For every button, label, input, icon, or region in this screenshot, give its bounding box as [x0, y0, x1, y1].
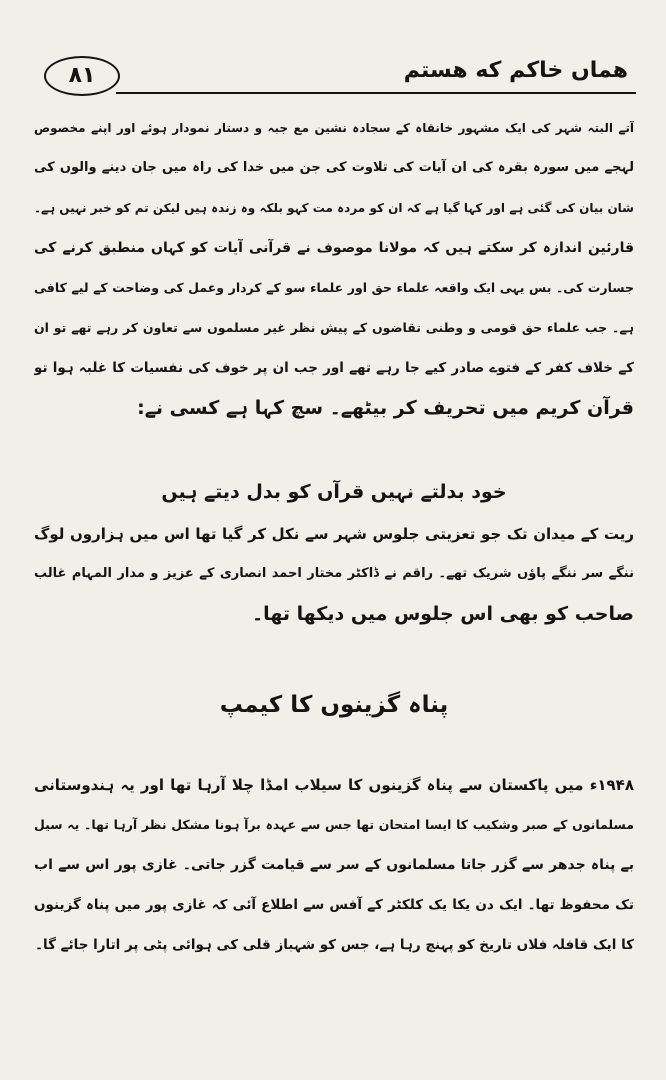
text-line: قرآن کریم میں تحریف کر بیٹھے۔ سچ کہا ہے کسی نے: [137, 397, 634, 419]
text-line: جسارت کی۔ بس یہی ایک واقعہ علماء حق اور علماء سو کے کردار وعمل کی وضاحت کے لیے کافی [34, 280, 634, 295]
text-line: آتے البتہ شہر کی ایک مشہور خانقاہ کے سجادہ نشین مع جبہ و دستار نمودار ہوئے اور اپنے مخصوص [34, 121, 634, 135]
text-line: شان بیان کی گئی ہے اور کہا گیا ہے کہ ان کو مردہ مت کہو بلکہ وہ زندہ ہیں لیکن تم کو خبر نہیں ہے۔ [34, 201, 634, 215]
text-line: صاحب کو بھی اس جلوس میں دیکھا تھا۔ [252, 603, 634, 625]
text-line: کا ایک قافلہ فلاں تاریخ کو پہنچ رہا ہے، جس کو شہباز قلی کی ہوائی پٹی پر اتارا جائے گا۔ [35, 937, 634, 953]
header-rule [116, 92, 636, 94]
text-line: ہے۔ جب علماء حق قومی و وطنی تقاضوں کے پیش نظر غیر مسلموں سے تعاون کر رہے تھے تو ان [34, 320, 634, 335]
paragraph-bottom [34, 765, 634, 965]
page-number: ۸۱ [44, 56, 120, 96]
section-heading: پناہ گزینوں کا کیمپ [219, 692, 449, 718]
text-line: بے پناہ جدھر سے گزر جاتا مسلمانوں کے سر سے قیامت گزر جاتی۔ غازی پور اس سے اب [34, 857, 634, 873]
text-line: کے خلاف کفر کے فتوے صادر کیے جا رہے تھے اور جب ان پر خوف کی نفسیات کا غلبہ ہوا تو [34, 360, 634, 376]
running-header [30, 52, 636, 100]
text-line: ننگے سر ننگے پاؤں شریک تھے۔ راقم نے ڈاکٹر مختار احمد انصاری کے عزیز و مدار المہام غالب [34, 566, 634, 581]
text-line: ۱۹۴۸ء میں پاکستان سے پناہ گزینوں کا سیلاب امڈا چلا آرہا تھا اور یہ ہندوستانی [34, 776, 634, 794]
text-line: قارئین اندازہ کر سکتے ہیں کہ مولانا موصوف نے قرآنی آیات کو کہاں منطبق کرنے کی [34, 240, 634, 256]
text-line: تک محفوظ تھا۔ ایک دن یکا یک کلکٹر کے آفس سے اطلاع آئی کہ غازی پور میں پناہ گزینوں [34, 897, 634, 913]
text-line: مسلمانوں کے صبر وشکیب کا ایسا امتحان تھا جس سے عہدہ برآ ہونا مشکل نظر آرہا تھا۔ یہ سیل [34, 817, 634, 832]
paragraph-middle [34, 514, 634, 634]
quoted-couplet: خود بدلتے نہیں قرآں کو بدل دیتے ہیں [161, 481, 507, 503]
text-line: ریت کے میدان تک جو تعزیتی جلوس شہر سے نکل کر گیا تھا اس میں ہزاروں لوگ [34, 525, 634, 543]
paragraph-top [34, 108, 634, 428]
text-line: لہجے میں سورہ بقرہ کی ان آیات کی تلاوت کی جن میں خدا کی راہ میں جان دینے والوں کی [34, 160, 634, 175]
running-title: هماں خاکم که هستم [403, 58, 628, 83]
